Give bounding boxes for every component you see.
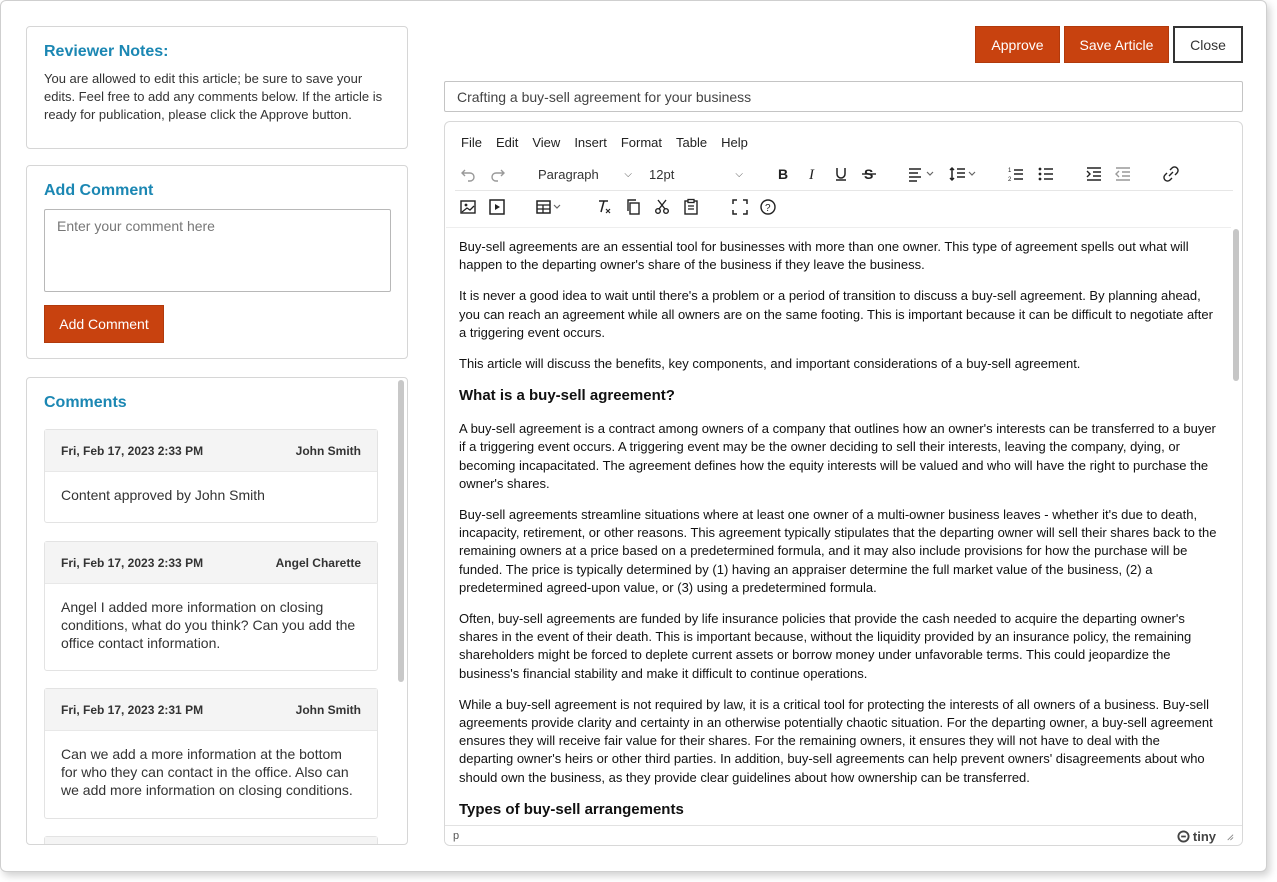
comment-date: Fri, Feb 17, 2023 2:31 PM bbox=[61, 702, 204, 717]
content-heading: What is a buy-sell agreement? bbox=[459, 387, 675, 405]
comment-item bbox=[44, 688, 378, 819]
reviewer-notes-card bbox=[26, 26, 408, 149]
paste-icon[interactable] bbox=[680, 196, 702, 218]
svg-text:I: I bbox=[809, 167, 814, 183]
comment-author: John Smith bbox=[295, 702, 361, 717]
add-comment-card bbox=[26, 165, 408, 359]
resize-handle-icon[interactable] bbox=[1225, 832, 1234, 841]
save-article-button[interactable]: Save Article bbox=[1064, 26, 1169, 63]
comment-date: Fri, Feb 17, 2023 2:33 PM bbox=[61, 555, 204, 570]
add-comment-button[interactable]: Add Comment bbox=[44, 305, 164, 343]
block-format-value: Paragraph bbox=[538, 166, 599, 182]
bullet-list-icon[interactable] bbox=[1035, 163, 1057, 185]
chevron-down-icon: ⌵ bbox=[624, 168, 632, 180]
content-paragraph: Often, buy-sell agreements are funded by life insurance policies that provide the cash needed to acquire the departing owner's shares in the event of their death. This is important because, without the liquidity provided by an insurance policy, the remaining shareholders might be forced to deplete current assets or borrow money under unfavorable terms. This could jeopardize the business's financial stability and make it difficult to continue operations. bbox=[459, 611, 1192, 681]
content-paragraph: Buy-sell agreements are an essential tool for businesses with more than one owner. This type of agreement spells out what will happen to the departing owner's share of the business if they leave the business. bbox=[459, 239, 1189, 273]
font-size-value: 12pt bbox=[649, 166, 675, 182]
editor-content[interactable] bbox=[446, 227, 1231, 825]
clear-formatting-icon[interactable] bbox=[593, 196, 615, 218]
content-paragraph: While a buy-sell agreement is not required by law, it is a critical tool for protecting the interests of all owners of a business. Buy-sell agreements provide clarity and certainty in an otherwise potentially chaotic situation. For the departing owner, a buy-sell agreement ensures they will receive fair value for their shares. For the remaining owners, it ensures they will not have to deal with the departing owner's heirs or other third parties. In addition, buy-sell agreements can help prevent owners' disagreements about who should own the business, as they provide clear guidelines about how ownership can be transferred. bbox=[459, 696, 1213, 785]
add-comment-title: Add Comment bbox=[44, 182, 154, 199]
comment-header bbox=[45, 837, 377, 845]
menu-insert[interactable]: Insert bbox=[574, 135, 607, 150]
align-icon[interactable] bbox=[905, 163, 939, 185]
table-icon[interactable] bbox=[534, 196, 564, 218]
cut-icon[interactable] bbox=[651, 196, 673, 218]
undo-icon[interactable] bbox=[457, 163, 479, 185]
copy-icon[interactable] bbox=[622, 196, 644, 218]
editor-menubar bbox=[455, 132, 754, 153]
strikethrough-icon[interactable] bbox=[858, 163, 880, 185]
chevron-down-icon: ⌵ bbox=[735, 168, 743, 180]
comments-title: Comments bbox=[44, 394, 127, 411]
content-heading: Types of buy-sell arrangements bbox=[459, 800, 684, 818]
comment-text: Angel I added more information on closing conditions, what do you think? Can you add the office contact information. bbox=[61, 599, 356, 651]
content-paragraph: It is never a good idea to wait until there's a problem or a period of transition to discuss a buy-sell agreement. By planning ahead, you can reach an agreement while all owners are on the same footing. This is important because it can be difficult to negotiate after a triggering event occurs. bbox=[459, 288, 1213, 340]
close-button[interactable]: Close bbox=[1173, 26, 1243, 63]
block-format-select[interactable] bbox=[532, 163, 638, 185]
editor-statusbar bbox=[445, 825, 1242, 846]
help-icon[interactable] bbox=[757, 196, 779, 218]
comment-author: Angel Charette bbox=[275, 555, 361, 570]
comment-date: Fri, Feb 17, 2023 2:33 PM bbox=[61, 443, 204, 458]
menu-edit[interactable]: Edit bbox=[495, 135, 519, 150]
editor-scrollbar[interactable] bbox=[1233, 229, 1239, 381]
article-title-input[interactable] bbox=[444, 81, 1243, 112]
svg-text:B: B bbox=[778, 166, 789, 182]
comment-item bbox=[44, 541, 378, 671]
brand-label: tiny bbox=[1192, 828, 1216, 844]
menu-table[interactable]: Table bbox=[676, 135, 708, 150]
comments-card bbox=[26, 377, 408, 845]
comment-author: John Smith bbox=[295, 443, 361, 458]
menu-file[interactable]: File bbox=[461, 135, 482, 150]
tiny-logo-icon bbox=[1177, 830, 1190, 843]
approve-button[interactable]: Approve bbox=[975, 26, 1060, 63]
comment-text: Content approved by John Smith bbox=[61, 487, 265, 503]
underline-icon[interactable] bbox=[830, 163, 852, 185]
bold-icon[interactable] bbox=[772, 163, 794, 185]
reviewer-notes-title: Reviewer Notes: bbox=[44, 43, 169, 60]
indent-icon[interactable] bbox=[1083, 163, 1105, 185]
content-paragraph: Buy-sell agreements streamline situations where at least one owner of a multi-owner business leaves - whether it's due to death, incapacity, retirement, or other reasons. This agreement typically stipulates that the departing owner will sell their shares back to the remaining owners at a price based on a predetermined formula, and it may also include provisions for how the purchase will be funded. The price is typically determined by (1) having an appraiser determine the full market value of the business, (2) a predetermined agreed-upon value, or (3) using a predetermined formula. bbox=[459, 507, 1217, 595]
content-paragraph: This article will discuss the benefits, key components, and important considerations of a buy-sell agreement. bbox=[459, 356, 1081, 372]
comment-item bbox=[44, 429, 378, 523]
reviewer-notes-text: You are allowed to edit this article; be sure to save your edits. Feel free to add any comments below. If the article is ready for publication, please click the Approve button. bbox=[44, 71, 383, 122]
svg-text:?: ? bbox=[765, 203, 771, 214]
toolbar-divider bbox=[455, 190, 1233, 191]
comment-item bbox=[44, 836, 378, 845]
fullscreen-icon[interactable] bbox=[729, 196, 751, 218]
comment-input[interactable] bbox=[44, 209, 391, 292]
line-height-icon[interactable] bbox=[947, 163, 981, 185]
comment-header bbox=[45, 689, 377, 731]
comment-header bbox=[45, 430, 377, 472]
outdent-icon[interactable] bbox=[1112, 163, 1134, 185]
svg-text:S: S bbox=[864, 166, 874, 182]
content-paragraph: A buy-sell agreement is a contract among owners of a company that outlines how an owner's interests can be transferred to a buyer if a triggering event occurs. A triggering event may be the owner deciding to sell their interests, leaving the company, dying, or becoming incapacitated. The agreement defines how the equity interests will be valued and who will have the right to purchase the owner's shares. bbox=[459, 421, 1216, 491]
comments-scrollbar[interactable] bbox=[398, 380, 404, 682]
menu-format[interactable]: Format bbox=[620, 135, 662, 150]
menu-help[interactable]: Help bbox=[721, 135, 748, 150]
link-icon[interactable] bbox=[1160, 163, 1182, 185]
media-icon[interactable] bbox=[486, 196, 508, 218]
comment-text: Can we add a more information at the bottom for who they can contact in the office. Also can we add more information on closing conditions. bbox=[61, 746, 353, 798]
font-size-select[interactable] bbox=[643, 163, 749, 185]
tiny-brand[interactable] bbox=[1177, 829, 1234, 844]
svg-text:2: 2 bbox=[1008, 177, 1012, 183]
rich-text-editor bbox=[444, 121, 1243, 846]
element-path[interactable]: p bbox=[453, 830, 460, 842]
svg-text:1: 1 bbox=[1008, 168, 1012, 174]
italic-icon[interactable] bbox=[801, 163, 823, 185]
menu-view[interactable]: View bbox=[532, 135, 561, 150]
image-icon[interactable] bbox=[457, 196, 479, 218]
numbered-list-icon[interactable] bbox=[1005, 163, 1027, 185]
comment-header bbox=[45, 542, 377, 584]
redo-icon[interactable] bbox=[487, 163, 509, 185]
